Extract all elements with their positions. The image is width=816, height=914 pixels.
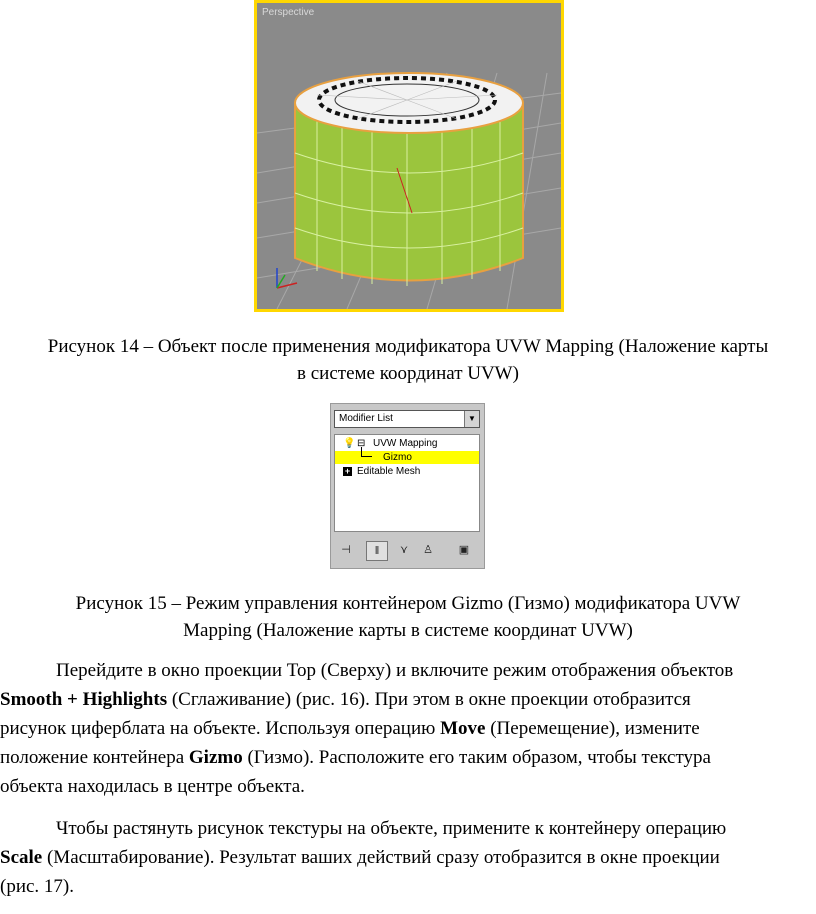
remove-modifier-icon[interactable]: ♙	[423, 544, 433, 556]
modifier-list-label: Modifier List	[339, 413, 393, 424]
collapse-icon[interactable]: ⊟	[357, 438, 366, 449]
bold-term: Smooth + Highlights	[0, 689, 168, 710]
show-end-result-icon[interactable]: ‖	[366, 541, 388, 561]
text-line	[0, 743, 816, 772]
stack-item-label: Editable Mesh	[357, 466, 421, 477]
caption-line: Mapping (Наложение карты в системе координат UVW)	[183, 620, 633, 641]
chevron-down-icon[interactable]: ▼	[464, 411, 479, 427]
configure-sets-icon[interactable]: ▣	[458, 544, 470, 556]
text-fragment: рисунок циферблата на объекте. Используя операцию	[0, 718, 441, 739]
viewport-label: Perspective	[262, 7, 315, 18]
stack-item-gizmo[interactable]	[335, 451, 479, 464]
figure-15-caption	[0, 590, 816, 644]
text-fragment: (Масштабирование). Результат ваших действий сразу отобразится в окне проекции	[42, 847, 720, 868]
perspective-viewport[interactable]	[254, 0, 564, 312]
stack-toolbar	[334, 538, 480, 564]
text-fragment: положение контейнера	[0, 747, 189, 768]
text-fragment: (Сглаживание) (рис. 16). При этом в окне проекции отобразится	[167, 689, 691, 710]
expand-icon[interactable]: +	[344, 466, 351, 476]
caption-line: Рисунок 14 – Объект после применения модификатора UVW Mapping (Наложение карты	[47, 336, 769, 357]
text-line: Чтобы растянуть рисунок текстуры на объекте, примените к контейнеру операцию	[56, 818, 727, 839]
bold-term: Move	[440, 718, 486, 739]
text-fragment: (Гизмо). Расположите его таким образом, чтобы текстура	[242, 747, 711, 768]
stack-item-editable-mesh[interactable]	[335, 465, 479, 478]
stack-item-label: UVW Mapping	[373, 438, 438, 449]
tree-branch-icon	[361, 447, 372, 457]
caption-line: Рисунок 15 – Режим управления контейнером Gizmo (Гизмо) модификатора UVW	[75, 593, 741, 614]
stack-item-uvw-mapping[interactable]	[335, 437, 479, 450]
text-line: объекта находилась в центре объекта.	[0, 776, 305, 797]
cylinder-render	[257, 3, 561, 309]
text-line	[0, 685, 816, 714]
paragraph-1	[0, 656, 816, 801]
modifier-panel	[330, 403, 485, 569]
make-unique-icon[interactable]: ⋎	[399, 544, 409, 556]
pin-stack-icon[interactable]: ⊣	[341, 544, 351, 556]
text-line: Перейдите в окно проекции Top (Сверху) и включите режим отображения объектов	[56, 660, 734, 681]
figure-14-caption	[0, 333, 816, 387]
caption-line: в системе координат UVW)	[297, 363, 519, 384]
bold-term: Scale	[0, 847, 43, 868]
text-line	[0, 843, 816, 872]
lightbulb-icon[interactable]: 💡	[343, 438, 356, 449]
modifier-stack	[334, 434, 480, 532]
paragraph-2	[0, 814, 816, 901]
text-line	[0, 714, 816, 743]
text-fragment: (Перемещение), измените	[485, 718, 700, 739]
stack-item-label: Gizmo	[383, 452, 412, 463]
text-line: (рис. 17).	[0, 876, 75, 897]
bold-term: Gizmo	[188, 747, 243, 768]
modifier-list-dropdown[interactable]	[334, 410, 480, 428]
